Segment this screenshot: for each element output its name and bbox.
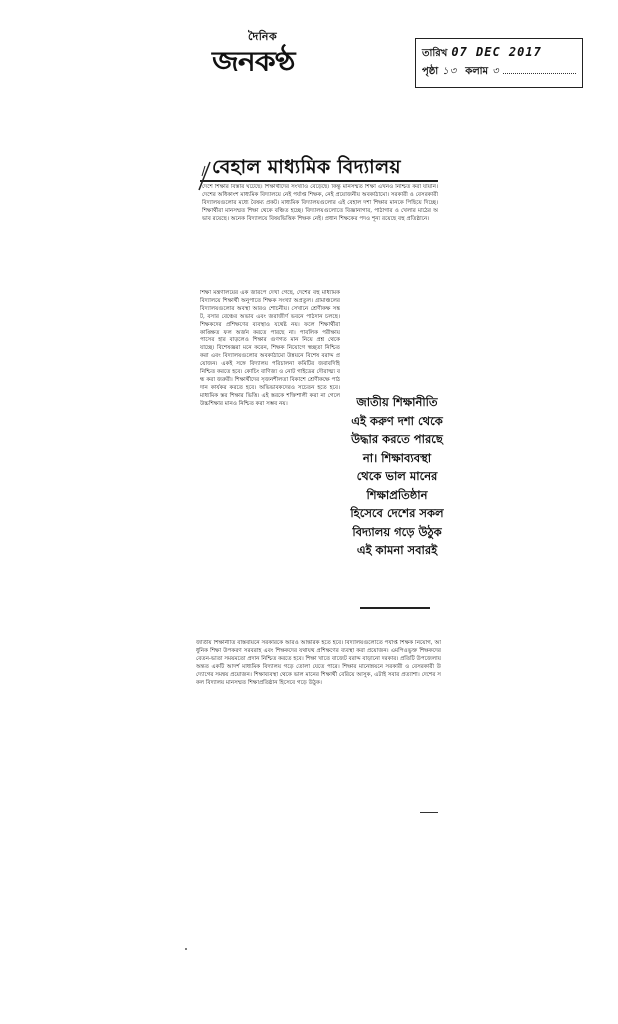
headline-underline	[200, 180, 438, 182]
article-body-left-column: শিক্ষা মন্ত্রণালয়ের এক জরিপে দেখা গেছে, দেশের বহু মাধ্যমিক বিদ্যালয়ে শিক্ষার্থী অনুপাতে শিক্ষক সংখ্যা অপ্রতুল। গ্রামাঞ্চলের বিদ্যালয়গুলোর অবস্থা আরও শোচনীয়। সেখানে শ্রেণীকক্ষ সঙ্কট, বসার বেঞ্চের অভাব এবং জরাজীর্ণ ভবনে পাঠদান চলছে। শিক্ষকদের প্রশিক্ষণের ব্যবস্থাও যথেষ্ট নয়। ফলে শিক্ষার্থীরা কাঙ্ক্ষিত ফল অর্জন করতে পারছে না। পাবলিক পরীক্ষায় পাসের হার বাড়লেও শিক্ষার গুণগত মান নিয়ে প্রশ্ন থেকে যাচ্ছে। বিশেষজ্ঞরা মনে করেন, শিক্ষক নিয়োগে স্বচ্ছতা নিশ্চিত করা এবং বিদ্যালয়গুলোর অবকাঠামো উন্নয়নে বিশেষ বরাদ্দ প্রয়োজন। একই সঙ্গে বিদ্যালয় পরিচালনা কমিটির জবাবদিহি নিশ্চিত করতে হবে। কোচিং বাণিজ্য ও নোট গাইডের দৌরাত্ম্য বন্ধ করা জরুরী। শিক্ষার্থীদের সৃজনশীলতা বিকাশে শ্রেণীকক্ষে পাঠদান কার্যকর করতে হবে। অভিভাবকদেরও সচেতন হতে হবে। মাধ্যমিক স্তর শিক্ষার ভিত্তি। এই স্তরকে শক্তিশালী করা না গেলে উচ্চশিক্ষার মানও নিশ্চিত করা সম্ভব নয়।	[200, 290, 340, 407]
pull-quote: জাতীয় শিক্ষানীতি এই করুণ দশা থেকে উদ্ধার করতে পারছে না। শিক্ষাব্যবস্থা থেকে ভাল মানের শিক্ষাপ্রতিষ্ঠান হিসেবে দেশের সকল বিদ্যালয় গড়ে উঠুক এই কামনা সবারই	[350, 395, 444, 557]
stamp-page-value: ১৩	[442, 66, 458, 77]
stamp-dotted-line	[503, 63, 576, 74]
stamp-page-label: পৃষ্ঠা	[422, 66, 439, 77]
stamp-date-row	[422, 43, 576, 63]
newspaper-masthead: জনকণ্ঠ	[212, 46, 295, 78]
article-headline: বেহাল মাধ্যমিক বিদ্যালয়	[212, 156, 401, 178]
stamp-column-value: ৩	[492, 66, 500, 77]
scan-speck	[185, 948, 187, 950]
stamp-date-value: 07 DEC 2017	[451, 45, 542, 59]
article-end-rule	[420, 812, 438, 813]
article-body-bottom: জাতীয় শিক্ষানীতি বাস্তবায়নে সরকারকে আরও আন্তরিক হতে হবে। বিদ্যালয়গুলোতে পর্যাপ্ত শিক্ষক নিয়োগ, আধুনিক শিক্ষা উপকরণ সরবরাহ এবং শিক্ষকদের যথাযথ প্রশিক্ষণের ব্যবস্থা করা প্রয়োজন। এমপিওভুক্ত শিক্ষকদের বেতন-ভাতা সময়মতো প্রদান নিশ্চিত করতে হবে। শিক্ষা খাতে বাজেট বরাদ্দ বাড়ানো দরকার। প্রতিটি উপজেলায় অন্তত একটি আদর্শ মাধ্যমিক বিদ্যালয় গড়ে তোলা যেতে পারে। শিক্ষার মানোন্নয়নে সরকারী ও বেসরকারী উদ্যোগের সমন্বয় প্রয়োজন। শিক্ষাব্যবস্থা থেকে ভাল মানের শিক্ষার্থী বেরিয়ে আসুক, এটাই সবার প্রত্যাশা। দেশের সকল বিদ্যালয় মানসম্মত শিক্ষাপ্রতিষ্ঠান হিসেবে গড়ে উঠুক।	[196, 640, 441, 686]
stamp-page-row	[422, 63, 576, 81]
article-body-top: দেশে শিক্ষার বিস্তার ঘটেছে। শিক্ষার্থীদের সংখ্যাও বেড়েছে। কিন্তু মানসম্মত শিক্ষা এখনও নিশ্চিত করা যায়নি। দেশের অধিকাংশ মাধ্যমিক বিদ্যালয়ে নেই পর্যাপ্ত শিক্ষক, নেই প্রয়োজনীয় অবকাঠামো। সরকারী ও বেসরকারী বিদ্যালয়গুলোর মধ্যে বৈষম্য প্রকট। মাধ্যমিক বিদ্যালয়গুলোর এই বেহাল দশা শিক্ষার মানকে পিছিয়ে দিচ্ছে। শিক্ষার্থীরা মানসম্মত শিক্ষা থেকে বঞ্চিত হচ্ছে। বিদ্যালয়গুলোতে বিজ্ঞানাগার, পাঠাগার ও খেলার মাঠের অভাব রয়েছে। অনেক বিদ্যালয়ে বিষয়ভিত্তিক শিক্ষক নেই। প্রধান শিক্ষকের পদও শূন্য রয়েছে বহু প্রতিষ্ঠানে।	[202, 184, 438, 222]
clipping-stamp	[415, 38, 583, 88]
stamp-date-label: তারিখ	[422, 48, 448, 59]
newspaper-label: দৈনিক	[248, 30, 278, 43]
stamp-column-label: কলাম	[465, 66, 489, 77]
pull-quote-rule	[360, 607, 430, 609]
